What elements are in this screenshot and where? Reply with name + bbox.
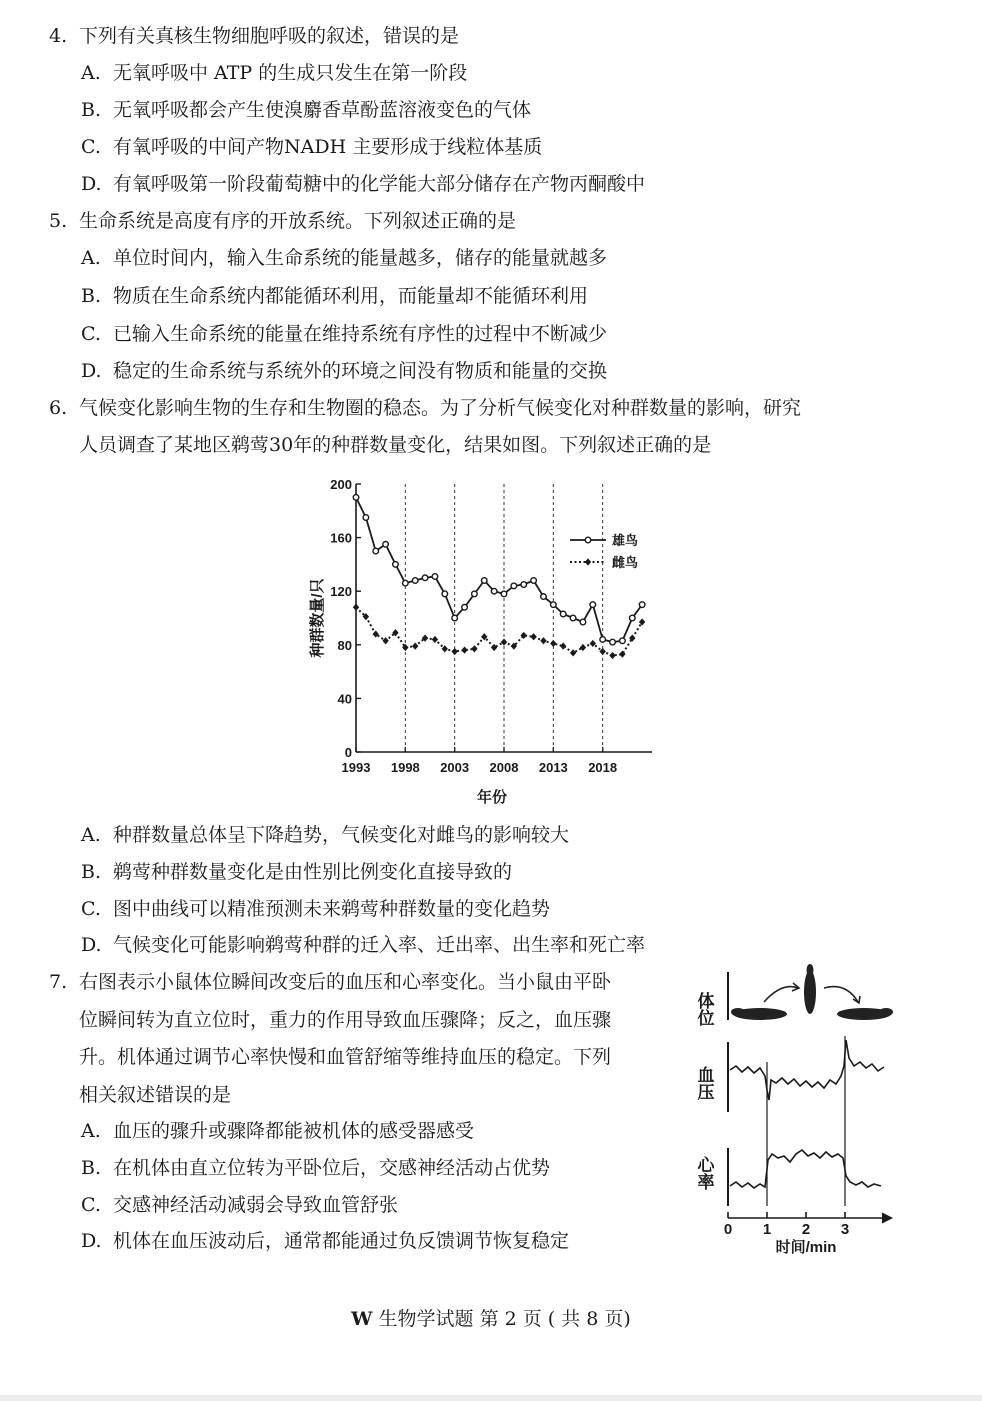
question-6-stem [49, 396, 801, 420]
option-6a [81, 823, 569, 847]
mouse-lying-icon [731, 1008, 787, 1020]
x-tick-label: 1998 [390, 760, 420, 775]
option-7a [81, 1119, 474, 1143]
option-text: 气候变化可能影响鹈莺种群的迁入率、迁出率、出生率和死亡率 [113, 934, 646, 956]
data-point-male [531, 578, 537, 584]
option-5d [81, 359, 607, 383]
data-point-male [462, 604, 468, 610]
data-point-male [541, 594, 547, 600]
data-point-male [422, 575, 428, 581]
option-4b [81, 98, 531, 122]
data-point-female [619, 651, 625, 658]
option-6d [81, 933, 645, 957]
legend-marker-female [585, 558, 591, 565]
option-label: A. [81, 62, 101, 84]
option-label: D. [81, 173, 102, 195]
option-text: 血压的骤升或骤降都能被机体的感受器感受 [113, 1120, 475, 1142]
time-tick-label: 0 [723, 1221, 733, 1238]
data-point-male [403, 580, 409, 586]
option-5a [81, 246, 607, 270]
time-tick-label: 1 [762, 1221, 772, 1238]
page-footer [0, 1304, 982, 1331]
data-point-male [353, 495, 359, 501]
option-label: C. [81, 1194, 101, 1216]
option-label: D. [81, 1230, 102, 1252]
legend-marker-male [585, 537, 591, 543]
time-tick-label: 2 [801, 1221, 811, 1238]
legend-label-female: 雌鸟 [612, 555, 639, 570]
option-5b [81, 284, 588, 308]
blood-pressure-trace [730, 1040, 884, 1100]
option-label: B. [81, 861, 102, 883]
option-text: 无氧呼吸中 ATP 的生成只发生在第一阶段 [113, 62, 468, 84]
y-axis-label: 种群数量/只 [309, 578, 326, 658]
x-tick-label: 2013 [538, 760, 568, 775]
option-6b [81, 860, 512, 884]
option-label: A. [81, 247, 101, 269]
panel-label-hr: 心率 [694, 1156, 714, 1190]
data-point-male [521, 582, 527, 588]
option-5c [81, 322, 607, 346]
data-point-male [432, 574, 438, 580]
data-point-male [472, 591, 478, 597]
data-point-female [412, 643, 418, 650]
heart-rate-trace [730, 1150, 881, 1188]
x-axis-label: 年份 [476, 789, 508, 806]
x-tick-label: 1993 [341, 760, 371, 775]
data-point-female [471, 645, 477, 652]
option-text: 单位时间内，输入生命系统的能量越多，储存的能量就越多 [113, 247, 608, 269]
data-point-male [491, 588, 497, 594]
time-axis-label: 时间/min [775, 1239, 837, 1256]
data-point-female [501, 639, 507, 646]
time-tick-label: 3 [840, 1221, 850, 1238]
data-point-male [452, 615, 458, 621]
data-point-female [521, 632, 527, 639]
question-4-stem [49, 24, 459, 48]
option-label: B. [81, 285, 102, 307]
stem-line: 位瞬间转为直立位时，重力的作用导致血压骤降；反之，血压骤 [79, 1009, 612, 1031]
option-4a [81, 61, 467, 85]
question-number: 6. [49, 397, 68, 419]
data-point-male [600, 637, 606, 643]
x-tick-label: 2008 [489, 760, 519, 775]
y-tick-label: 160 [330, 530, 352, 546]
mouse-upright-icon [804, 964, 816, 1014]
mouse-lying-icon [837, 1008, 893, 1020]
option-text: 图中曲线可以精准预测未来鹈莺种群数量的变化趋势 [113, 898, 551, 920]
data-point-female [530, 633, 536, 640]
data-point-male [481, 578, 487, 584]
x-tick-label: 2003 [440, 760, 470, 775]
footer-text: 生物学试题 第 2 页 ( 共 8 页) [372, 1308, 631, 1330]
stem-line: 相关叙述错误的是 [79, 1084, 232, 1106]
option-label: C. [81, 323, 101, 345]
data-point-female [353, 604, 359, 611]
data-point-male [570, 615, 576, 621]
stem-line: 气候变化影响生物的生存和生物圈的稳态。为了分析气候变化对种群数量的影响，研究 [79, 397, 802, 419]
data-point-male [383, 542, 389, 548]
x-tick-label: 2018 [588, 760, 618, 775]
option-label: D. [81, 360, 102, 382]
question-number: 4. [49, 25, 68, 47]
option-7b [81, 1156, 550, 1180]
question-7-stem-3 [79, 1045, 611, 1069]
data-point-male [620, 638, 626, 644]
question-7-stem-2 [79, 1008, 611, 1032]
option-4c [81, 135, 542, 159]
data-point-female [550, 640, 556, 647]
option-label: B. [81, 1157, 102, 1179]
data-point-female [609, 652, 615, 659]
page-bottom-edge [0, 1395, 982, 1401]
option-text: 在机体由直立位转为平卧位后，交感神经活动占优势 [113, 1157, 551, 1179]
option-label: C. [81, 136, 101, 158]
option-text: 机体在血压波动后，通常都能通过负反馈调节恢复稳定 [113, 1230, 570, 1252]
option-4d [81, 172, 645, 196]
question-5-stem [49, 209, 516, 233]
y-tick-label: 200 [330, 477, 352, 492]
legend-label-male: 雄鸟 [612, 533, 639, 548]
data-point-male [610, 639, 616, 645]
question-7-stem [49, 970, 611, 994]
data-point-male [363, 515, 369, 521]
data-point-female [451, 648, 457, 655]
data-point-male [560, 611, 566, 617]
footer-prefix: W [351, 1308, 373, 1330]
option-7d [81, 1229, 569, 1253]
option-text: 稳定的生命系统与系统外的环境之间没有物质和能量的交换 [113, 360, 608, 382]
data-point-male [393, 562, 399, 568]
question-number: 5. [49, 210, 68, 232]
option-text: 交感神经活动减弱会导致血管舒张 [113, 1194, 399, 1216]
data-point-male [501, 591, 507, 597]
stem-line: 右图表示小鼠体位瞬间改变后的血压和心率变化。当小鼠由平卧 [79, 971, 612, 993]
stem-line: 升。机体通过调节心率快慢和血管舒缩等维持血压的稳定。下列 [79, 1046, 612, 1068]
data-point-male [551, 602, 557, 608]
panel-label-bp: 血压 [694, 1066, 714, 1100]
y-tick-label: 120 [330, 584, 352, 600]
option-label: D. [81, 934, 102, 956]
data-point-female [432, 636, 438, 643]
data-point-male [442, 591, 448, 597]
data-point-male [511, 583, 517, 589]
y-tick-label: 80 [337, 637, 352, 653]
option-label: B. [81, 99, 102, 121]
data-point-female [560, 643, 566, 650]
arrow-lying-to-upright [764, 987, 798, 1002]
option-text: 有氧呼吸的中间产物NADH 主要形成于线粒体基质 [113, 136, 543, 158]
y-tick-label: 40 [337, 691, 352, 707]
data-point-female [461, 647, 467, 654]
data-point-female [580, 644, 586, 651]
y-tick-label: 0 [344, 745, 352, 760]
data-point-female [442, 645, 448, 652]
series-line-female [356, 607, 642, 655]
stem-line: 下列有关真核生物细胞呼吸的叙述，错误的是 [79, 25, 460, 47]
stem-line: 生命系统是高度有序的开放系统。下列叙述正确的是 [79, 210, 517, 232]
stem-line: 人员调查了某地区鹈莺30年的种群数量变化，结果如图。下列叙述正确的是 [79, 434, 712, 456]
data-point-male [412, 578, 418, 584]
data-point-female [540, 637, 546, 644]
data-point-male [373, 548, 379, 554]
option-text: 无氧呼吸都会产生使溴麝香草酚蓝溶液变色的气体 [113, 99, 532, 121]
option-label: A. [81, 1120, 101, 1142]
panel-label-posture: 体位 [694, 992, 714, 1026]
question-number: 7. [49, 971, 68, 993]
question-7-stem-4 [79, 1083, 231, 1107]
option-text: 物质在生命系统内都能循环利用，而能量却不能循环利用 [113, 285, 589, 307]
data-point-male [590, 602, 596, 608]
option-text: 已输入生命系统的能量在维持系统有序性的过程中不断减少 [113, 323, 608, 345]
option-7c [81, 1193, 398, 1217]
option-label: C. [81, 898, 101, 920]
data-point-male [629, 615, 635, 621]
population-chart [300, 470, 700, 810]
series-line-male [356, 497, 642, 642]
option-text: 种群数量总体呈下降趋势，气候变化对雌鸟的影响较大 [113, 824, 570, 846]
question-6-stem-2 [79, 433, 711, 457]
data-point-female [491, 644, 497, 651]
option-text: 鹈莺种群数量变化是由性别比例变化直接导致的 [113, 861, 513, 883]
option-text: 有氧呼吸第一阶段葡萄糖中的化学能大部分储存在产物丙酮酸中 [113, 173, 646, 195]
option-label: A. [81, 824, 101, 846]
posture-bp-hr-figure [694, 968, 898, 1258]
data-point-male [639, 602, 645, 608]
option-6c [81, 897, 550, 921]
data-point-male [580, 619, 586, 625]
data-point-female [570, 649, 576, 656]
